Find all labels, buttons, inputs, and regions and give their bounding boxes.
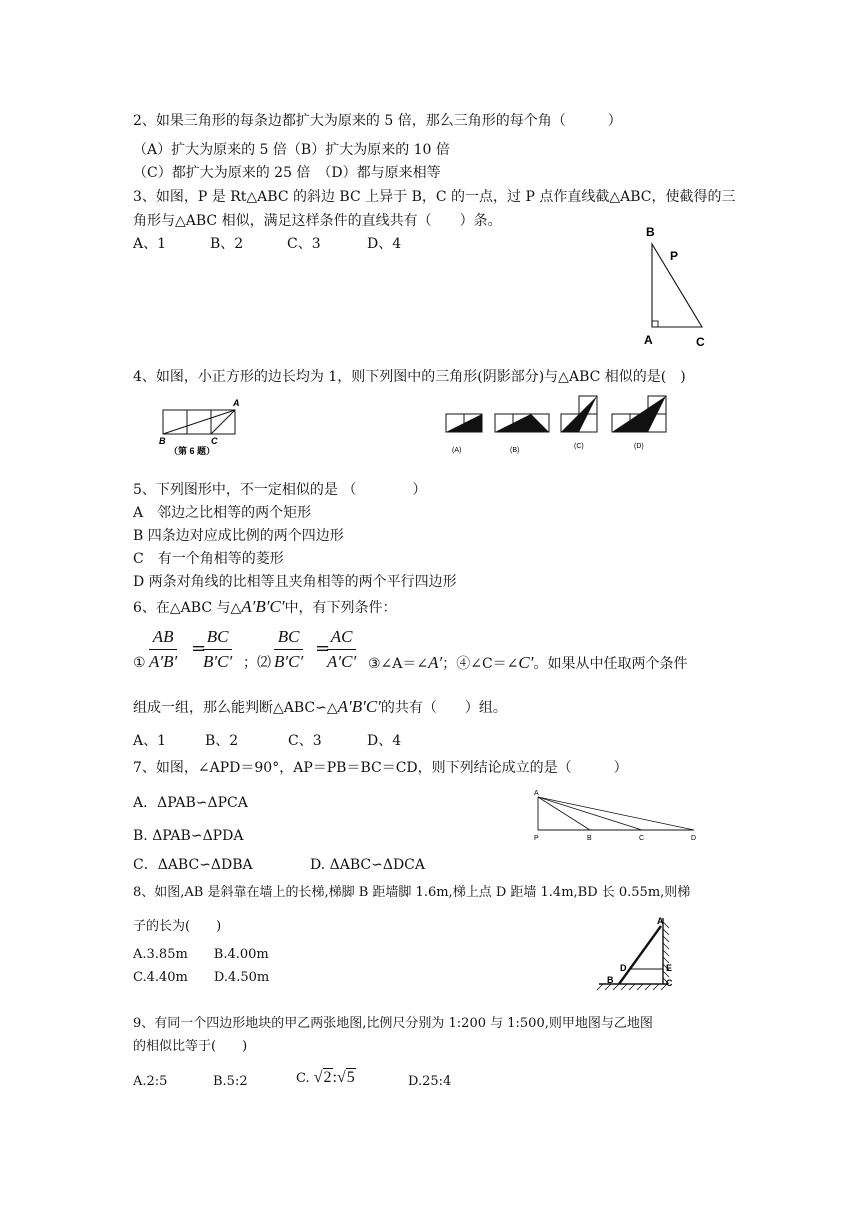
- q6-fraction-bc: $\frac{BC}{B'C'}$: [203, 627, 233, 671]
- q7-stem: 7、如图，∠APD＝90°，AP＝PB＝BC＝CD，则下列结论成立的是（ ）: [133, 760, 628, 776]
- label-c: C: [211, 436, 218, 446]
- label-d: D: [691, 835, 697, 842]
- label-c: C: [696, 335, 705, 349]
- q5-option-a: A 邻边之比相等的两个矩形: [133, 505, 312, 521]
- q6-option-a: A、1: [133, 733, 167, 749]
- q7-option-c: C．ΔABC∽ΔDBA: [133, 857, 253, 873]
- q7-option-d: D. ΔABC∽ΔDCA: [310, 857, 425, 873]
- q3-stem-line2: 角形与△ABC 相似，满足这样条件的直线共有（ ）条。: [133, 213, 502, 229]
- q2-options-ab: （A）扩大为原来的 5 倍（B）扩大为原来的 10 倍: [133, 142, 450, 158]
- figure-caption: （第 6 题）: [169, 446, 216, 456]
- q6-condition-1-mark: ①: [133, 655, 146, 671]
- q7-option-b: B. ΔPAB∽ΔPDA: [133, 828, 244, 844]
- q8-stem-line2: 子的长为( ): [133, 919, 222, 934]
- q8-stem-line1: 8、如图,AB 是斜靠在墙上的长梯,梯脚 B 距墙脚 1.6m,梯上点 D 距墙 1.4m,BD 长 0.55m,则梯: [133, 885, 691, 900]
- q4-abc-figure: [155, 396, 255, 458]
- label-b: B: [587, 835, 592, 842]
- q6-fraction-ab: $\frac{AB}{A'B'}$: [149, 627, 178, 671]
- label-p: P: [670, 249, 679, 263]
- q9-option-a: A.2:5: [133, 1074, 168, 1089]
- q3-option-a: A、1: [133, 236, 167, 252]
- q9-stem-line1: 9、有同一个四边形地块的甲乙两张地图,比例尺分别为 1:200 与 1:500,则甲地图与乙地图: [133, 1016, 653, 1031]
- label-e: E: [666, 963, 673, 973]
- q3-right-triangle-figure: [630, 222, 720, 352]
- sqrt-2: √2: [313, 1069, 332, 1086]
- choice-a-label: (A): [452, 447, 462, 454]
- label-a: A: [233, 398, 240, 408]
- q6-fraction-ac: $\frac{AC}{A'C'}$: [327, 627, 357, 671]
- q4-choice-figures: [440, 392, 700, 458]
- q6-equals-2: =: [315, 638, 331, 659]
- q5-stem: 5、下列图形中，不一定相似的是 （ ）: [133, 482, 427, 498]
- choice-d-label: (D): [634, 443, 644, 450]
- q6-option-c: C、3: [288, 733, 322, 749]
- q3-option-c: C、3: [287, 236, 321, 252]
- q5-option-b: B 四条边对应成比例的两个四边形: [133, 528, 344, 544]
- q3-option-b: B、2: [210, 236, 244, 252]
- label-a: A: [657, 916, 664, 926]
- q9-option-c: C. √2:√5: [296, 1069, 355, 1086]
- choice-c-label: (C): [574, 443, 584, 450]
- q2-stem: 2、如果三角形的每条边都扩大为原来的 5 倍，那么三角形的每个角（ ）: [133, 113, 622, 129]
- q6-option-b: B、2: [205, 733, 239, 749]
- q6-equals-1: =: [191, 638, 207, 659]
- q6-separator: ；⑵: [243, 655, 271, 671]
- label-b: B: [646, 225, 655, 239]
- q6-option-d: D、4: [367, 733, 402, 749]
- label-d: D: [620, 963, 627, 973]
- q6-line2: 组成一组，那么能判断△ABC∽△A′B′C′的共有（ ）组。: [133, 697, 507, 716]
- label-p: P: [534, 835, 539, 842]
- label-b: B: [607, 975, 614, 985]
- q6-fraction-bc-2: $\frac{BC}{B'C'}$: [274, 627, 304, 671]
- q6-stem: 6、在△ABC 与△A′B′C′中，有下列条件：: [133, 597, 397, 616]
- q8-ladder-figure: [595, 912, 685, 994]
- choice-b-label: (B): [510, 447, 520, 454]
- q6-triangle-prime: A′B′C′: [241, 597, 285, 616]
- q9-option-d: D.25:4: [408, 1074, 452, 1089]
- label-a: A: [534, 790, 539, 797]
- q3-option-d: D、4: [367, 236, 402, 252]
- right-angle-mark: [652, 321, 658, 327]
- q7-option-a: A．ΔPAB∽ΔPCA: [133, 795, 248, 811]
- label-a: A: [644, 333, 653, 347]
- q6-conditions-3-4: ③∠A＝∠A′；④∠C＝∠C′。如果从中任取两个条件: [368, 653, 688, 672]
- q9-option-b: B.5:2: [213, 1074, 248, 1089]
- q8-options-cd: C.4.40m D.4.50m: [133, 970, 270, 985]
- q2-options-cd: （C）都扩大为原来的 25 倍 （D）都与原来相等: [133, 165, 441, 181]
- choice-b-figure: [495, 414, 549, 454]
- q8-options-ab: A.3.85m B.4.00m: [133, 947, 269, 962]
- q7-figure: [528, 786, 708, 844]
- choice-d-figure: [612, 396, 666, 450]
- choice-c-figure: [561, 396, 597, 450]
- q5-option-d: D 两条对角线的比相等且夹角相等的两个平行四边形: [133, 574, 457, 590]
- sqrt-5: √5: [337, 1069, 355, 1086]
- label-c: C: [639, 835, 645, 842]
- q9-stem-line2: 的相似比等于( ): [133, 1039, 248, 1054]
- label-c: C: [666, 978, 673, 988]
- q5-option-c: C 有一个角相等的菱形: [133, 551, 284, 567]
- q3-stem-line1: 3、如图，P 是 Rt△ABC 的斜边 BC 上异于 B，C 的一点，过 P 点作直线截△ABC，使截得的三: [133, 189, 736, 205]
- q4-stem: 4、如图，小正方形的边长均为 1，则下列图中的三角形(阴影部分)与△ABC 相似的是( ): [133, 369, 686, 385]
- label-b: B: [159, 436, 166, 446]
- choice-a-figure: [446, 414, 482, 454]
